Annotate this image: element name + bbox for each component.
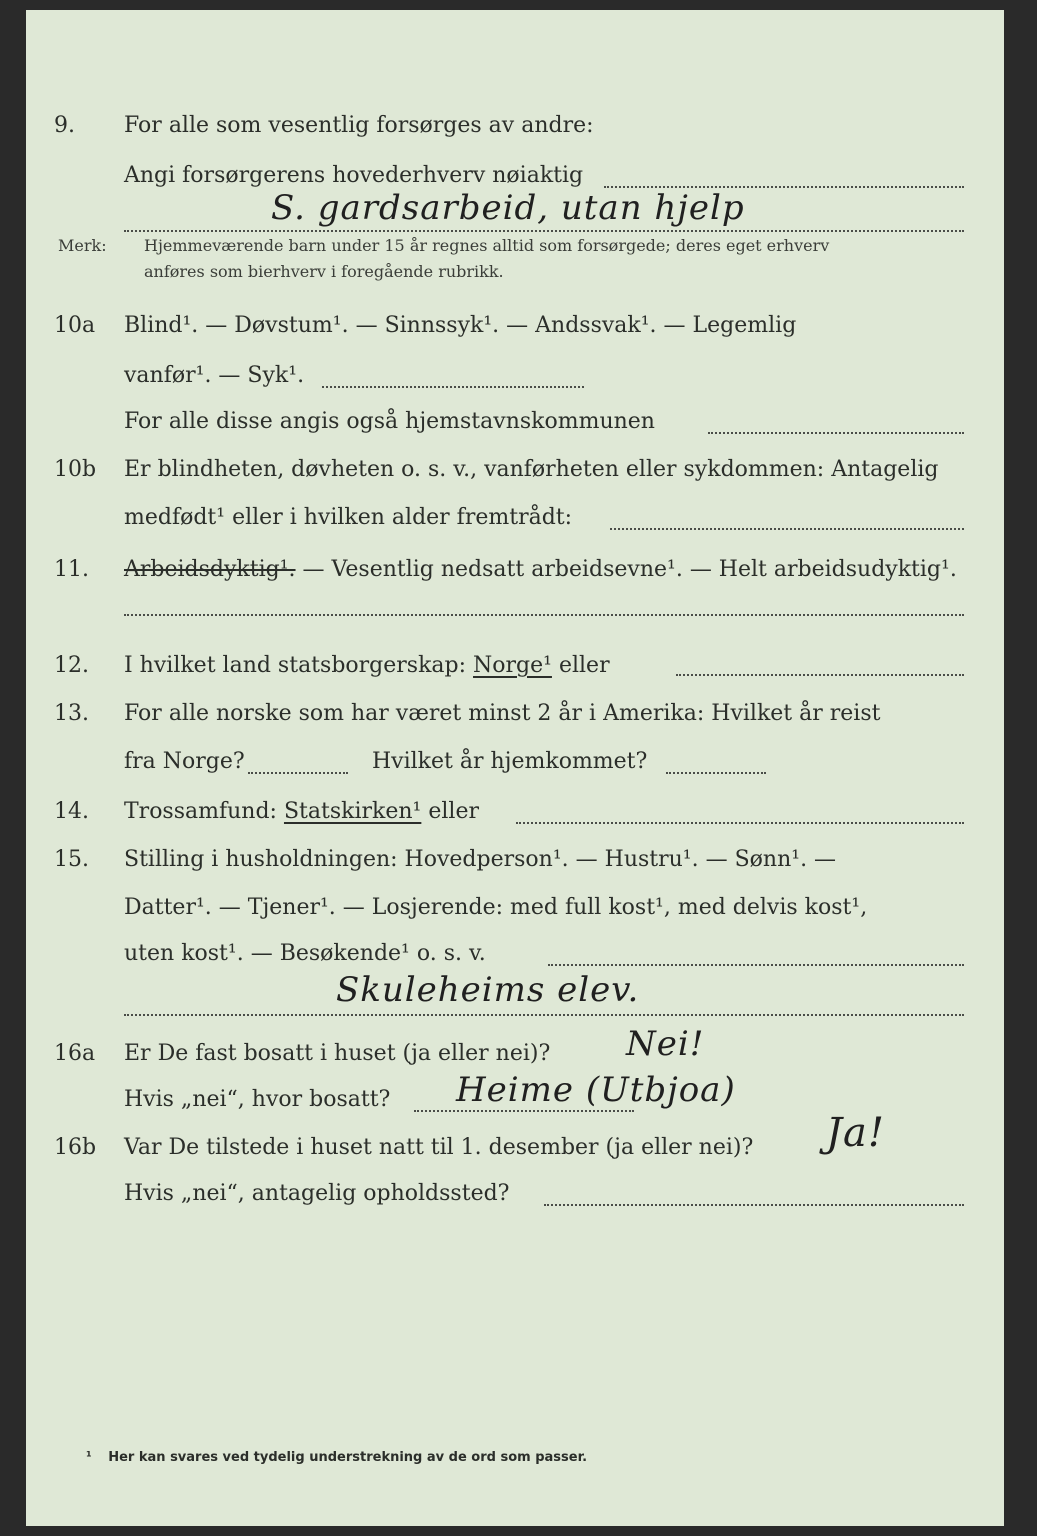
q16b-handwritten-answer1: Ja!: [826, 1110, 885, 1156]
q13-line2: [26, 742, 1004, 782]
q16b-fill: [544, 1204, 964, 1206]
q9-answer-line: [124, 230, 964, 232]
q16a-handwritten-answer2: Heime (Utbjoa): [456, 1070, 736, 1110]
q16a-line1: [26, 1034, 1004, 1074]
q16a-text2: Hvis „nei“, hvor bosatt?: [124, 1087, 391, 1112]
q10b-fill: [610, 528, 964, 530]
q13-reist-fill: [248, 772, 348, 774]
q12-pre: I hvilket land statsborgerskap:: [124, 653, 467, 678]
q15-answer-line: [124, 1014, 964, 1016]
q13-text2b: Hvilket år hjemkommet?: [372, 749, 648, 774]
q14-post: eller: [428, 799, 479, 824]
q11-number: 11.: [54, 557, 89, 582]
footnote-mark: ¹: [86, 1450, 92, 1465]
q10b-number: 10b: [54, 457, 97, 482]
q16a-handwritten-answer1: Nei!: [626, 1024, 705, 1064]
q10a-number: 10a: [54, 313, 96, 338]
q15-line1: [26, 840, 1004, 880]
q16b-text2: Hvis „nei“, antagelig opholdssted?: [124, 1181, 510, 1206]
q14-fill: [516, 822, 964, 824]
q12-text: [124, 646, 610, 686]
q10a-line2: [26, 356, 1004, 396]
q15-text2: Datter¹. — Tjener¹. — Losjerende: med full kost¹, med delvis kost¹,: [124, 895, 868, 920]
q16a-number: 16a: [54, 1041, 96, 1066]
q9-line1: [26, 106, 1004, 146]
q16a-fill: [414, 1110, 634, 1112]
q10a-text2: vanfør¹. — Syk¹.: [124, 363, 305, 388]
footnote-text: Her kan svares ved tydelig understrekning av de ord som passer.: [108, 1450, 588, 1465]
q10a-text1: Blind¹. — Døvstum¹. — Sinnssyk¹. — Andssvak¹. — Legemlig: [124, 313, 797, 338]
q9-handwritten-answer: S. gardsarbeid, utan hjelp: [271, 188, 745, 228]
q11-struck-option: Arbeidsdyktig¹.: [124, 557, 296, 582]
q9-number: 9.: [54, 113, 75, 138]
q13-hjem-fill: [666, 772, 766, 774]
q13-line1: [26, 694, 1004, 734]
q15-handwritten-answer: Skuleheims elev.: [336, 970, 640, 1010]
q15-text3: uten kost¹. — Besøkende¹ o. s. v.: [124, 941, 486, 966]
q13-text1: For alle norske som har været minst 2 år i Amerika: Hvilket år reist: [124, 701, 881, 726]
q9-text1: For alle som vesentlig forsørges av andre:: [124, 113, 594, 138]
q15-text1: Stilling i husholdningen: Hovedperson¹. — Hustru¹. — Sønn¹. —: [124, 847, 837, 872]
q10a-text3: For alle disse angis også hjemstavnskommunen: [124, 409, 655, 434]
q12-line: [26, 646, 1004, 686]
q13-number: 13.: [54, 701, 89, 726]
q11-answer-line: [124, 614, 964, 616]
q10b-text1: Er blindheten, døvheten o. s. v., vanførheten eller sykdommen: Antagelig: [124, 457, 939, 482]
q14-text: [124, 792, 479, 832]
q12-number: 12.: [54, 653, 89, 678]
q14-underlined-choice: Statskirken¹: [283, 799, 422, 824]
q10a-line3: [26, 402, 1004, 442]
q10b-line1: [26, 450, 1004, 490]
q13-text2a: fra Norge?: [124, 749, 245, 774]
footnote: [86, 1450, 587, 1465]
q12-underlined-choice: Norge¹: [473, 653, 552, 678]
q11-line: [26, 550, 1004, 590]
q10a-syk-fill: [322, 386, 584, 388]
q15-line3: [26, 934, 1004, 974]
q10a-kommune-fill: [708, 432, 964, 434]
q14-number: 14.: [54, 799, 89, 824]
q11-text: [124, 550, 957, 590]
q15-line2: [26, 888, 1004, 928]
q10a-line1: [26, 306, 1004, 346]
q16a-text1: Er De fast bosatt i huset (ja eller nei)?: [124, 1041, 551, 1066]
q14-pre: Trossamfund:: [124, 799, 277, 824]
merk-label: Merk:: [58, 236, 107, 255]
q16b-line2: [26, 1174, 1004, 1214]
q10b-line2: [26, 498, 1004, 538]
census-form-page: [26, 10, 1004, 1526]
q14-line: [26, 792, 1004, 832]
q12-post: eller: [558, 653, 610, 678]
q12-fill: [676, 674, 964, 676]
merk-text1: Hjemmeværende barn under 15 år regnes alltid som forsørgede; deres eget erhverv: [144, 236, 830, 255]
q15-fill: [548, 964, 964, 966]
q15-number: 15.: [54, 847, 89, 872]
merk-text2: anføres som bierhverv i foregående rubrikk.: [144, 262, 504, 281]
q11-rest: — Vesentlig nedsatt arbeidsevne¹. — Helt arbeidsudyktig¹.: [295, 557, 957, 582]
q16b-text1: Var De tilstede i huset natt til 1. desember (ja eller nei)?: [124, 1135, 754, 1160]
q9-text2: Angi forsørgerens hovederhverv nøiaktig: [124, 163, 584, 188]
q16b-number: 16b: [54, 1135, 97, 1160]
q10b-text2: medfødt¹ eller i hvilken alder fremtrådt:: [124, 505, 573, 530]
